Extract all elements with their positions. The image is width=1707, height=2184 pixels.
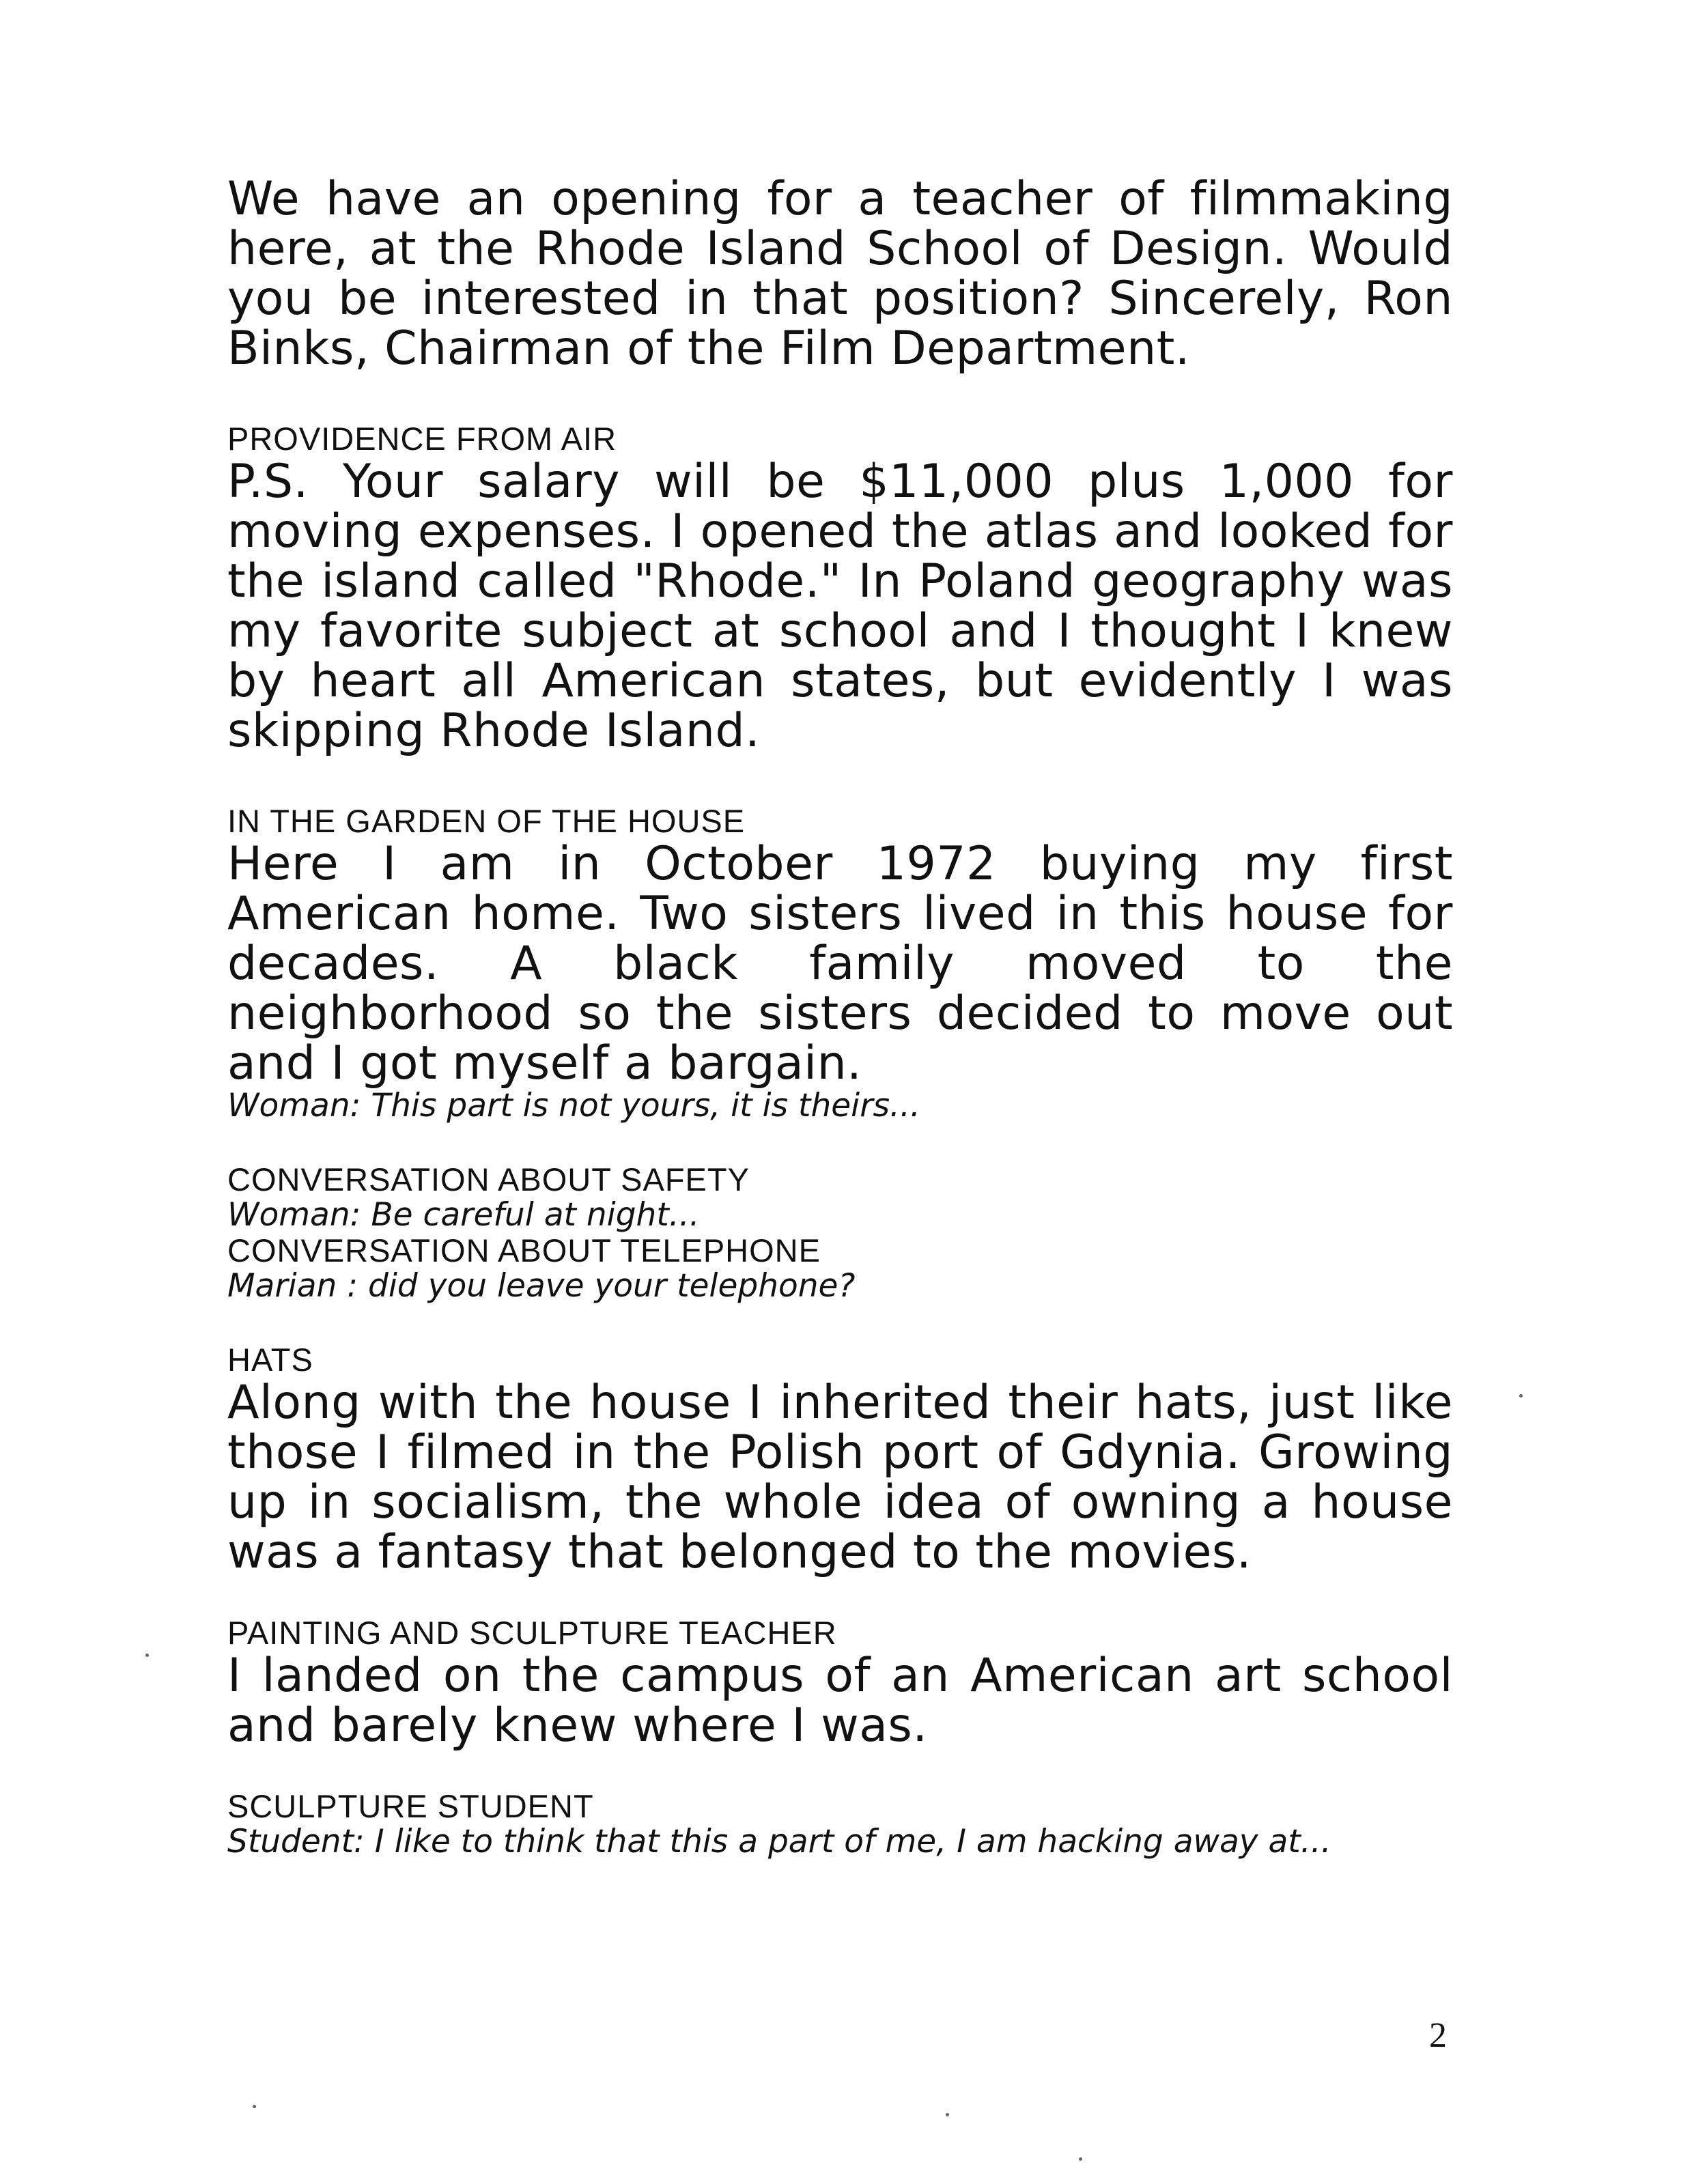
painting-teacher-paragraph: I landed on the campus of an American art school and barely knew where I was. <box>227 1649 1453 1753</box>
garden-paragraph: Here I am in October 1972 buying my first American home. Two sisters lived in this house for decades. A black family moved to the neighborhood so the sisters decided to move out and I got myself a bargain. <box>227 837 1453 1090</box>
hats-paragraph: Along with the house I inherited their hats, just like those I filmed in the Polish port of Gdynia. Growing up in socialism, the whole idea of owning a house was a fantasy that belonged to the movies. <box>227 1376 1453 1579</box>
section-spacer <box>227 1124 1453 1162</box>
heading-providence-from-air: PROVIDENCE FROM AIR <box>227 421 617 457</box>
section-spacer <box>227 373 1453 421</box>
scan-speck <box>1519 1394 1523 1398</box>
garden-dialog-line: Woman: This part is not yours, it is theirs... <box>227 1087 920 1124</box>
section-spacer <box>227 756 1453 804</box>
scan-speck <box>1079 2157 1082 2161</box>
section-spacer <box>227 1304 1453 1342</box>
heading-conversation-telephone: CONVERSATION ABOUT TELEPHONE <box>227 1232 821 1268</box>
heading-garden-of-house: IN THE GARDEN OF THE HOUSE <box>227 803 746 839</box>
safety-dialog-line: Woman: Be careful at night... <box>227 1196 700 1234</box>
document-page <box>227 174 1453 1860</box>
section-spacer <box>227 1577 1453 1615</box>
scan-speck <box>946 2113 949 2116</box>
scan-speck <box>253 2105 256 2108</box>
page-number: 2 <box>1429 2016 1447 2055</box>
telephone-dialog-line: Marian : did you leave your telephone? <box>227 1267 856 1305</box>
section-spacer <box>227 1750 1453 1789</box>
heading-painting-teacher: PAINTING AND SCULPTURE TEACHER <box>227 1615 837 1651</box>
sculpture-student-dialog-line: Student: I like to think that this a part of me, I am hacking away at... <box>227 1823 1331 1860</box>
heading-hats: HATS <box>227 1342 313 1378</box>
providence-paragraph: P.S. Your salary will be $11,000 plus 1,000 for moving expenses. I opened the atlas and looked for the island called "Rhode." In Poland geography was my favorite subject at school and I thought I knew by heart all American states, but evidently I was skipping Rhode Island. <box>227 455 1453 758</box>
heading-conversation-safety: CONVERSATION ABOUT SAFETY <box>227 1161 750 1197</box>
heading-sculpture-student: SCULPTURE STUDENT <box>227 1788 594 1824</box>
intro-letter-paragraph: We have an opening for a teacher of filmmaking here, at the Rhode Island School of Design. Would you be interested in that position? Sincerely, Ron Binks, Chairman of the Film Department. <box>227 172 1453 375</box>
scan-speck <box>145 1654 149 1657</box>
